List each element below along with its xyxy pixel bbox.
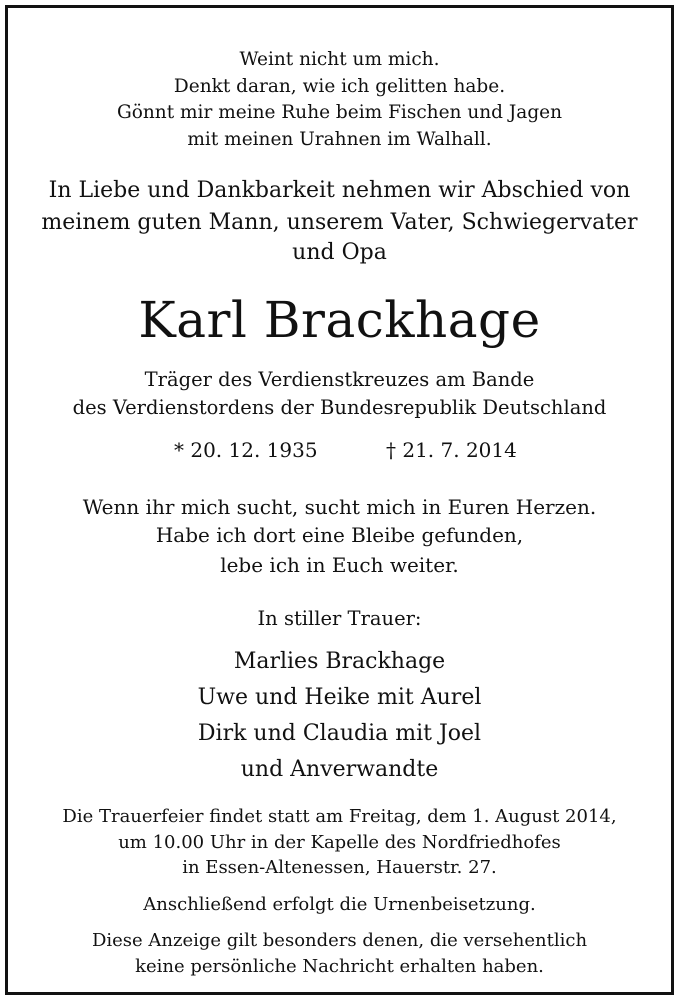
intro-line: meinem guten Mann, unserem Vater, Schwiegervater [41, 210, 638, 235]
honors-line: des Verdienstordens der Bundesrepublik Deutschland [72, 396, 607, 419]
mourner-name: Dirk und Claudia mit Joel [197, 721, 482, 746]
closing-verse-line: Habe ich dort eine Bleibe gefunden, [155, 523, 524, 547]
mourner-name: und Anverwandte [240, 757, 439, 782]
honors-line: Träger des Verdienstkreuzes am Bande [144, 368, 535, 391]
burial-note: Anschließend erfolgt die Urnenbeisetzung. [143, 894, 536, 915]
intro-line: und Opa [292, 240, 387, 265]
opening-verse-line: Weint nicht um mich. [239, 49, 440, 70]
intro-line: In Liebe und Dankbarkeit nehmen wir Abschied von [48, 178, 631, 203]
closing-verse-line: Wenn ihr mich sucht, sucht mich in Euren Herzen. [82, 495, 597, 519]
mourner-name: Marlies Brackhage [233, 649, 446, 674]
closing-note-line: Diese Anzeige gilt besonders denen, die versehentlich [91, 930, 588, 951]
death-date: † 21. 7. 2014 [386, 438, 517, 462]
birth-date: * 20. 12. 1935 [174, 438, 318, 462]
service-info-line: Die Trauerfeier findet statt am Freitag, dem 1. August 2014, [62, 806, 617, 827]
mourning-label: In stiller Trauer: [257, 607, 422, 630]
closing-note-line: keine persönliche Nachricht erhalten haben. [135, 956, 544, 977]
opening-verse-line: mit meinen Urahnen im Walhall. [187, 129, 492, 150]
deceased-name: Karl Brackhage [138, 291, 541, 349]
closing-verse-line: lebe ich in Euch weiter. [220, 553, 459, 577]
opening-verse-line: Gönnt mir meine Ruhe beim Fischen und Jagen [116, 102, 563, 123]
opening-verse-line: Denkt daran, wie ich gelitten habe. [173, 76, 506, 97]
service-info-line: in Essen-Altenessen, Hauerstr. 27. [182, 857, 497, 878]
mourner-name: Uwe und Heike mit Aurel [197, 685, 482, 710]
service-info-line: um 10.00 Uhr in der Kapelle des Nordfriedhofes [118, 832, 561, 853]
